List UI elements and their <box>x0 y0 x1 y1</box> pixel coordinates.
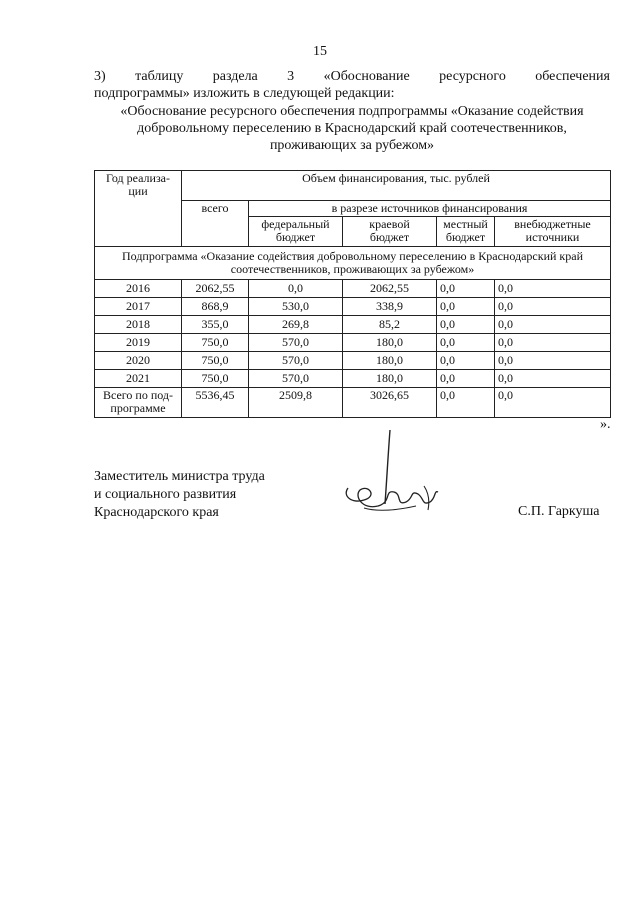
intro-word: раздела <box>212 69 258 84</box>
section-title-line: «Обоснование ресурсного обеспечения подпрограммы «Оказание содействия <box>120 104 584 119</box>
cell-year: 2021 <box>95 370 182 388</box>
header-regional: краевой бюджет <box>343 217 437 247</box>
header-total: всего <box>182 201 249 247</box>
section-title <box>94 103 610 154</box>
cell-extrabudget: 0,0 <box>495 352 611 370</box>
header-breakdown: в разрезе источников финансирования <box>249 201 611 217</box>
cell-total: 750,0 <box>182 370 249 388</box>
cell-extrabudget: 0,0 <box>495 370 611 388</box>
header-local: местный бюджет <box>437 217 495 247</box>
closing-quote: ». <box>600 417 611 432</box>
cell-local: 0,0 <box>437 316 495 334</box>
signer-name: С.П. Гаркуша <box>518 504 600 519</box>
cell-regional: 180,0 <box>343 334 437 352</box>
table-row <box>95 334 611 352</box>
section-title-line: добровольному переселению в Краснодарский край соотечественников, <box>137 121 567 136</box>
page-number: 15 <box>313 44 327 59</box>
cell-regional: 180,0 <box>343 352 437 370</box>
header-volume: Объем финансирования, тыс. рублей <box>182 171 611 201</box>
cell-regional: 85,2 <box>343 316 437 334</box>
table-row <box>95 316 611 334</box>
cell-total: 2062,55 <box>182 280 249 298</box>
cell-extrabudget: 0,0 <box>495 298 611 316</box>
cell-extrabudget: 0,0 <box>495 334 611 352</box>
cell-local: 0,0 <box>437 334 495 352</box>
cell-local: 0,0 <box>437 352 495 370</box>
intro-word: 3) <box>94 69 106 84</box>
intro-word: 3 <box>287 69 295 84</box>
header-year: Год реализа- ции <box>95 171 182 247</box>
signer-position-line: и социального развития <box>94 487 237 502</box>
cell-federal: 2509,8 <box>249 388 343 418</box>
intro-word: таблицу <box>135 69 184 84</box>
funding-table <box>94 170 611 418</box>
cell-total: 5536,45 <box>182 388 249 418</box>
intro-line-1 <box>94 68 610 85</box>
cell-extrabudget: 0,0 <box>495 316 611 334</box>
cell-total: 750,0 <box>182 334 249 352</box>
cell-federal: 0,0 <box>249 280 343 298</box>
cell-total-label: Всего по под- программе <box>95 388 182 418</box>
cell-regional: 338,9 <box>343 298 437 316</box>
cell-local: 0,0 <box>437 388 495 418</box>
cell-federal: 269,8 <box>249 316 343 334</box>
intro-word: «Обоснование <box>323 69 410 84</box>
signature-image <box>338 426 448 536</box>
table-row <box>95 280 611 298</box>
signer-position-line: Заместитель министра труда <box>94 469 265 484</box>
cell-year: 2017 <box>95 298 182 316</box>
cell-year: 2018 <box>95 316 182 334</box>
cell-extrabudget: 0,0 <box>495 388 611 418</box>
subprogram-row <box>95 247 611 280</box>
cell-federal: 570,0 <box>249 352 343 370</box>
section-title-line: проживающих за рубежом» <box>269 138 435 153</box>
header-federal: федеральный бюджет <box>249 217 343 247</box>
cell-total: 868,9 <box>182 298 249 316</box>
cell-local: 0,0 <box>437 280 495 298</box>
table-header-row <box>95 171 611 201</box>
cell-year: 2020 <box>95 352 182 370</box>
cell-federal: 570,0 <box>249 370 343 388</box>
intro-line-2: подпрограммы» изложить в следующей редакции: <box>94 86 395 101</box>
table-row <box>95 298 611 316</box>
cell-year: 2016 <box>95 280 182 298</box>
cell-federal: 570,0 <box>249 334 343 352</box>
cell-federal: 530,0 <box>249 298 343 316</box>
cell-total: 750,0 <box>182 352 249 370</box>
table-row <box>95 352 611 370</box>
header-extrabudget: внебюджетные источники <box>495 217 611 247</box>
cell-regional: 180,0 <box>343 370 437 388</box>
table-row <box>95 370 611 388</box>
cell-extrabudget: 0,0 <box>495 280 611 298</box>
cell-regional: 2062,55 <box>343 280 437 298</box>
cell-total: 355,0 <box>182 316 249 334</box>
intro-word: ресурсного <box>439 69 506 84</box>
cell-regional: 3026,65 <box>343 388 437 418</box>
table-total-row <box>95 388 611 418</box>
intro-word: обеспечения <box>535 69 610 84</box>
subprogram-name: Подпрограмма «Оказание содействия добровольному переселению в Краснодарский край соотечественников, проживающих за рубежом» <box>95 247 611 280</box>
cell-year: 2019 <box>95 334 182 352</box>
signer-position-line: Краснодарского края <box>94 505 219 520</box>
signer-position <box>94 468 265 522</box>
cell-local: 0,0 <box>437 370 495 388</box>
cell-local: 0,0 <box>437 298 495 316</box>
